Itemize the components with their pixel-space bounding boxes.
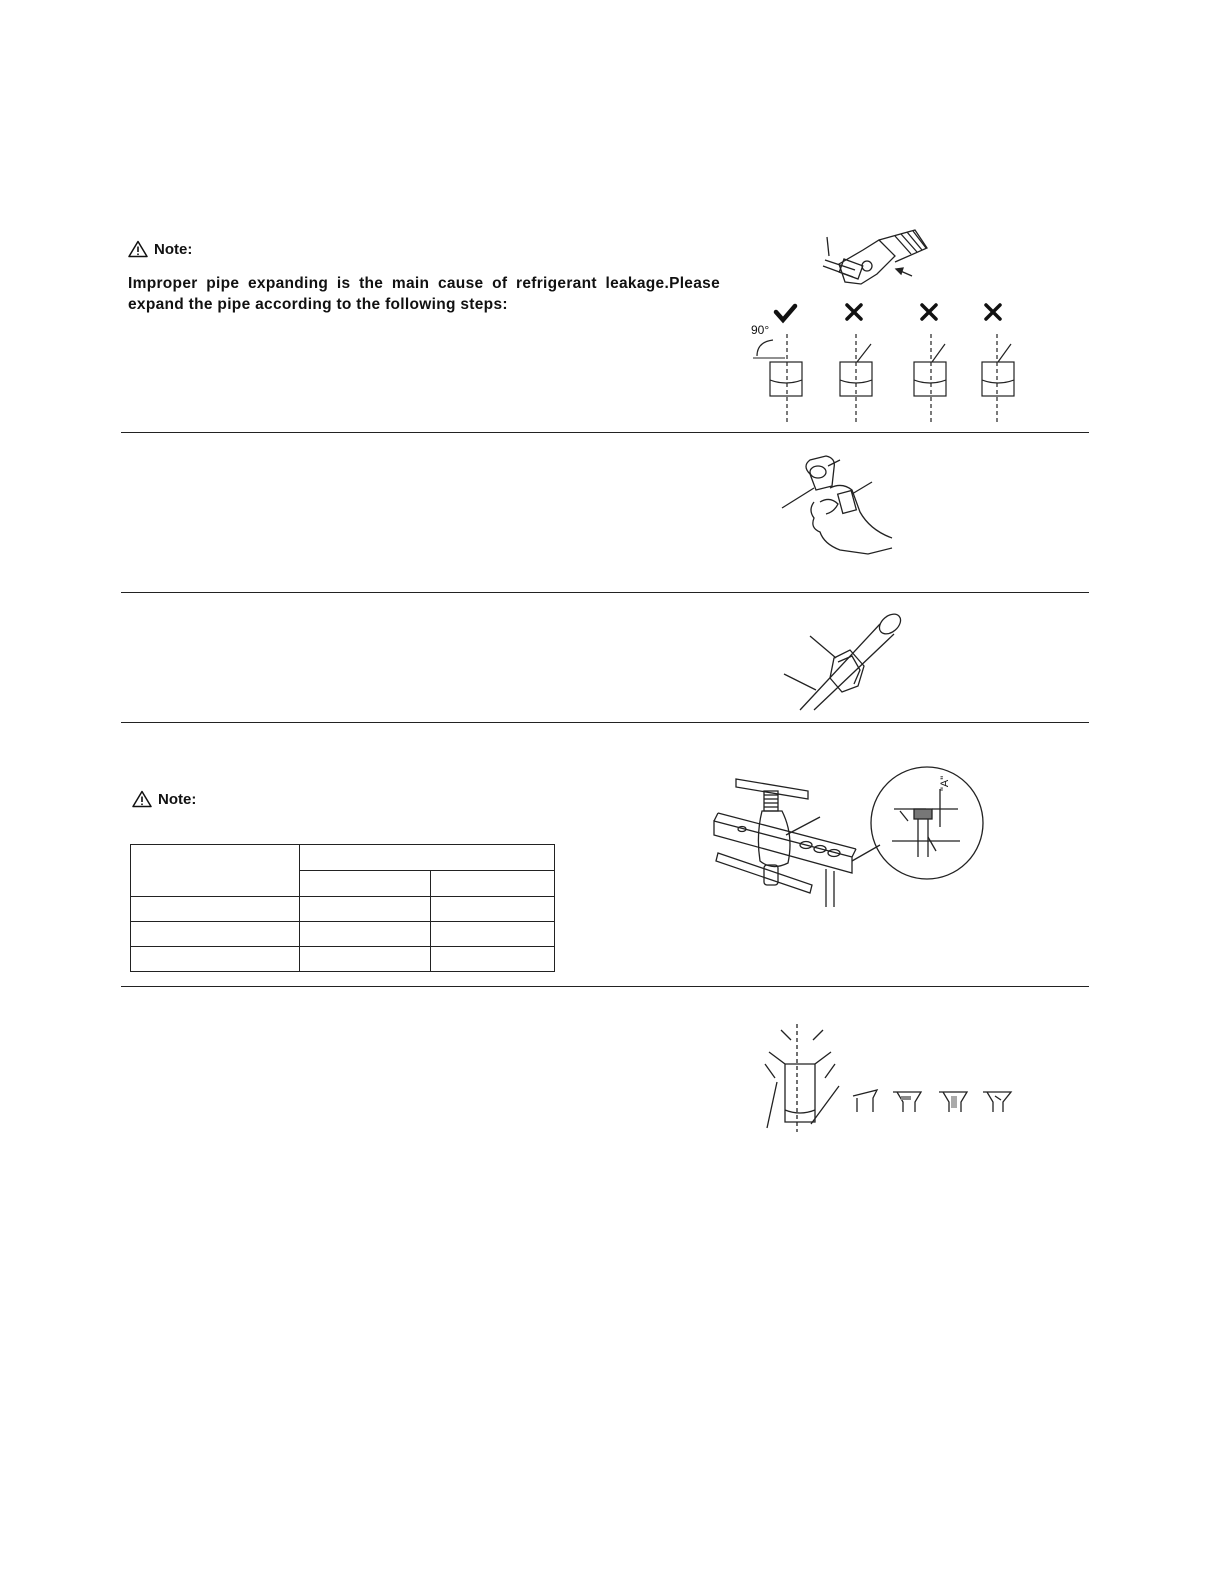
- section-divider-2: [121, 592, 1089, 593]
- warning-icon: [132, 790, 152, 808]
- note-label: Note:: [158, 790, 197, 808]
- table-cell: [300, 871, 431, 896]
- table-cell: [431, 896, 555, 921]
- flaring-tool-figure: [712, 765, 987, 910]
- correct-check-mark: [776, 306, 795, 320]
- table-cell: [431, 921, 555, 946]
- table-header-cell: [131, 845, 300, 897]
- table-cell: [300, 921, 431, 946]
- table-cell: [431, 946, 555, 971]
- table-cell: [300, 896, 431, 921]
- section-divider-4: [121, 986, 1089, 987]
- pipe-cutting-figure: [745, 222, 1045, 427]
- hand-deburring-illustration: [782, 456, 892, 554]
- table-cell: [431, 871, 555, 896]
- table-header-cell: [300, 845, 555, 871]
- table-cell: [131, 896, 300, 921]
- correct-flare-illustration: [765, 1024, 839, 1132]
- table-row: [131, 896, 555, 921]
- section-divider-1: [121, 432, 1089, 433]
- table-header-row: [131, 845, 555, 871]
- table-cell: [131, 921, 300, 946]
- intro-paragraph: Improper pipe expanding is the main cause of refrigerant leakage.Please expand the pipe according to the following steps:: [128, 275, 720, 313]
- incorrect-x-mark: [847, 305, 1000, 319]
- table-row: [131, 921, 555, 946]
- flaring-tool-illustration: [714, 779, 880, 907]
- table-cell: [131, 946, 300, 971]
- flare-detail-circle: [871, 767, 983, 879]
- angle-label: 90°: [751, 323, 770, 337]
- note-heading-2: [132, 790, 196, 808]
- warning-icon: [128, 240, 148, 258]
- note-label: Note:: [154, 240, 193, 258]
- flare-nut-figure: [780, 610, 910, 715]
- section-divider-3: [121, 722, 1089, 723]
- pipe-with-flare-nut-illustration: [784, 610, 904, 710]
- dimension-a-label: "A": [939, 775, 951, 791]
- flare-inspection-figure: [755, 1024, 1020, 1134]
- pipe-cutter-illustration: [823, 230, 927, 284]
- defective-flare-examples: [853, 1090, 1011, 1112]
- flare-dimension-table: [130, 844, 555, 972]
- table-row: [131, 946, 555, 971]
- table-cell: [300, 946, 431, 971]
- deburring-figure: [780, 452, 900, 562]
- pipe-cut-examples: [770, 334, 1014, 422]
- note-heading-1: [128, 240, 192, 258]
